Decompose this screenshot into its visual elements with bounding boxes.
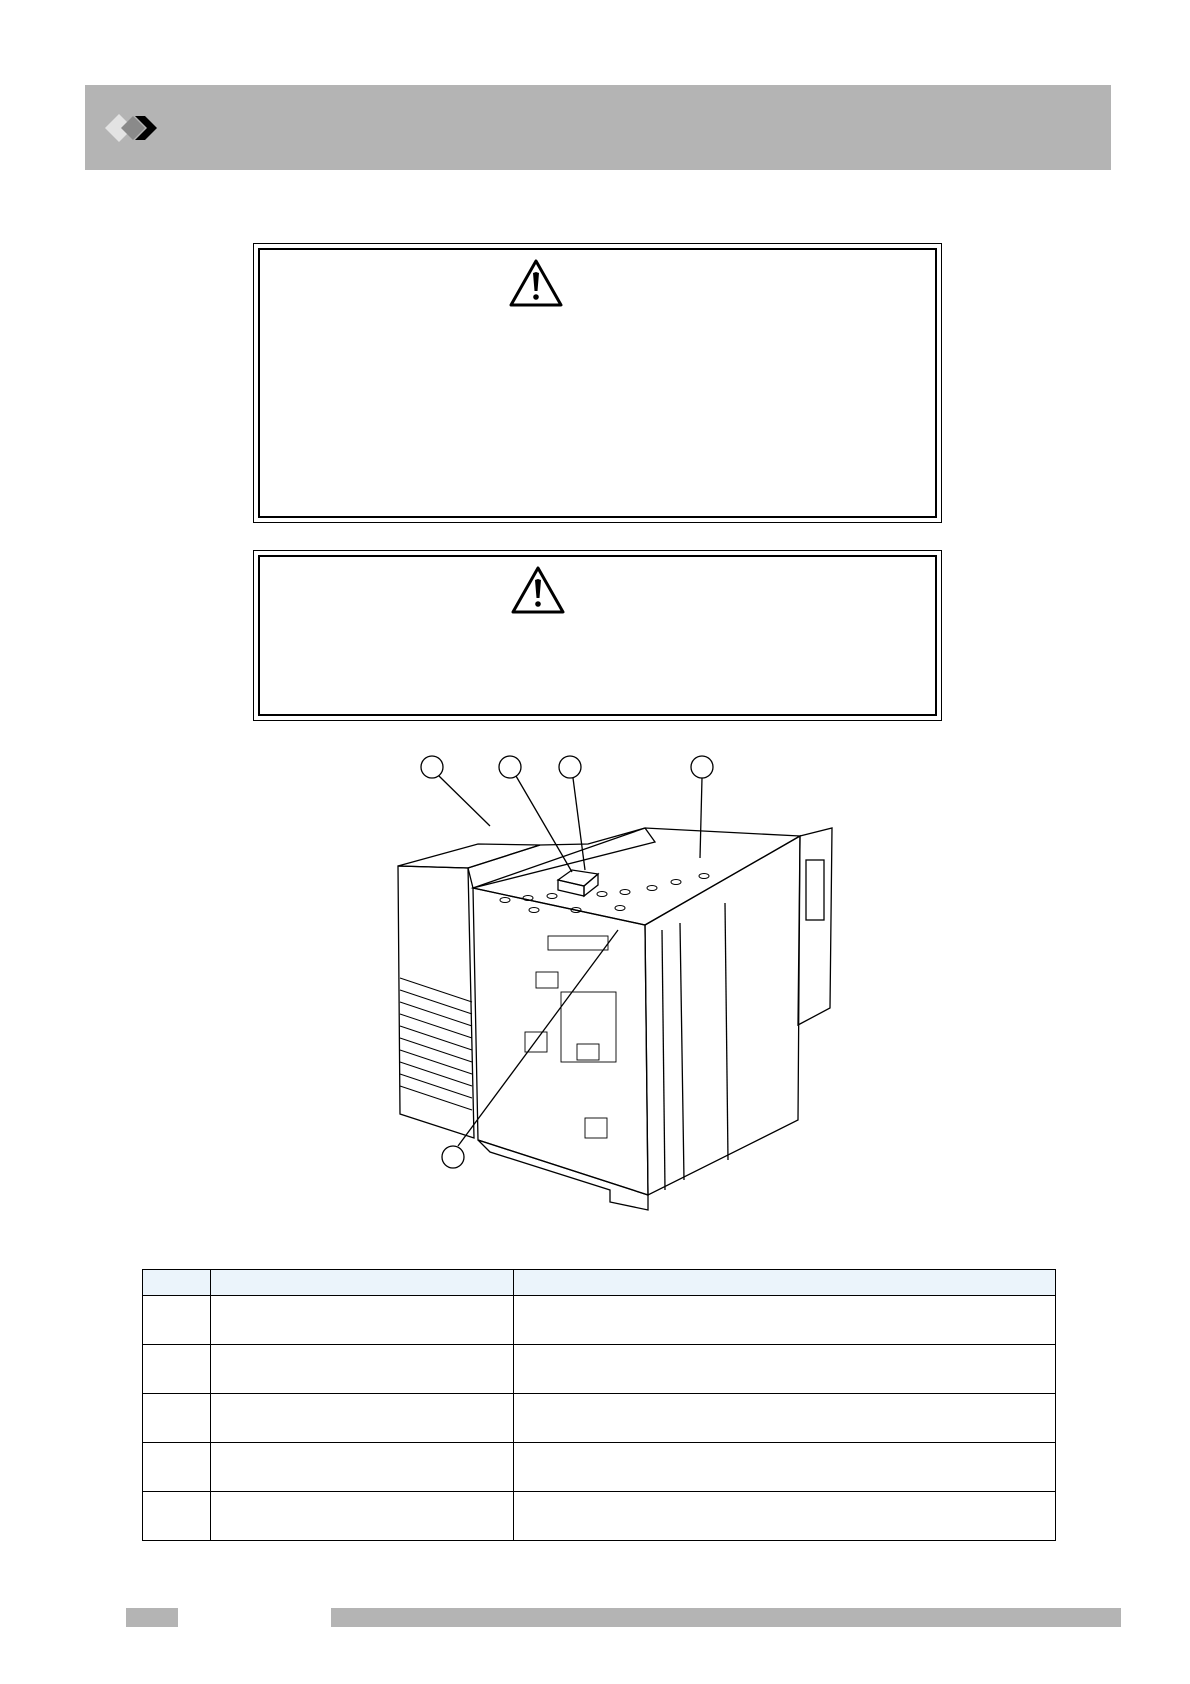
table-row bbox=[143, 1296, 1056, 1345]
table-row bbox=[143, 1345, 1056, 1394]
table-header-row bbox=[143, 1270, 1056, 1296]
callout-marker-3 bbox=[559, 756, 581, 778]
diamond-arrow-logo-icon bbox=[103, 112, 165, 144]
table-row bbox=[143, 1443, 1056, 1492]
table-header-cell bbox=[211, 1270, 514, 1296]
callout-marker-4 bbox=[691, 756, 713, 778]
table-header-cell bbox=[143, 1270, 211, 1296]
page-header-band bbox=[85, 85, 1111, 170]
gas-chromatograph-illustration bbox=[380, 740, 840, 1215]
callout-marker-5 bbox=[442, 1146, 464, 1168]
footer-bar bbox=[331, 1608, 1121, 1627]
warning-triangle-icon bbox=[510, 565, 566, 615]
parts-table bbox=[142, 1269, 1056, 1541]
warning-notice-1 bbox=[253, 243, 942, 523]
table-row bbox=[143, 1394, 1056, 1443]
callout-marker-2 bbox=[499, 756, 521, 778]
table-header-cell bbox=[514, 1270, 1056, 1296]
footer-page-tab bbox=[126, 1608, 178, 1627]
warning-notice-2 bbox=[253, 550, 942, 721]
table-row bbox=[143, 1492, 1056, 1541]
callout-marker-1 bbox=[421, 756, 443, 778]
warning-triangle-icon bbox=[508, 258, 564, 308]
